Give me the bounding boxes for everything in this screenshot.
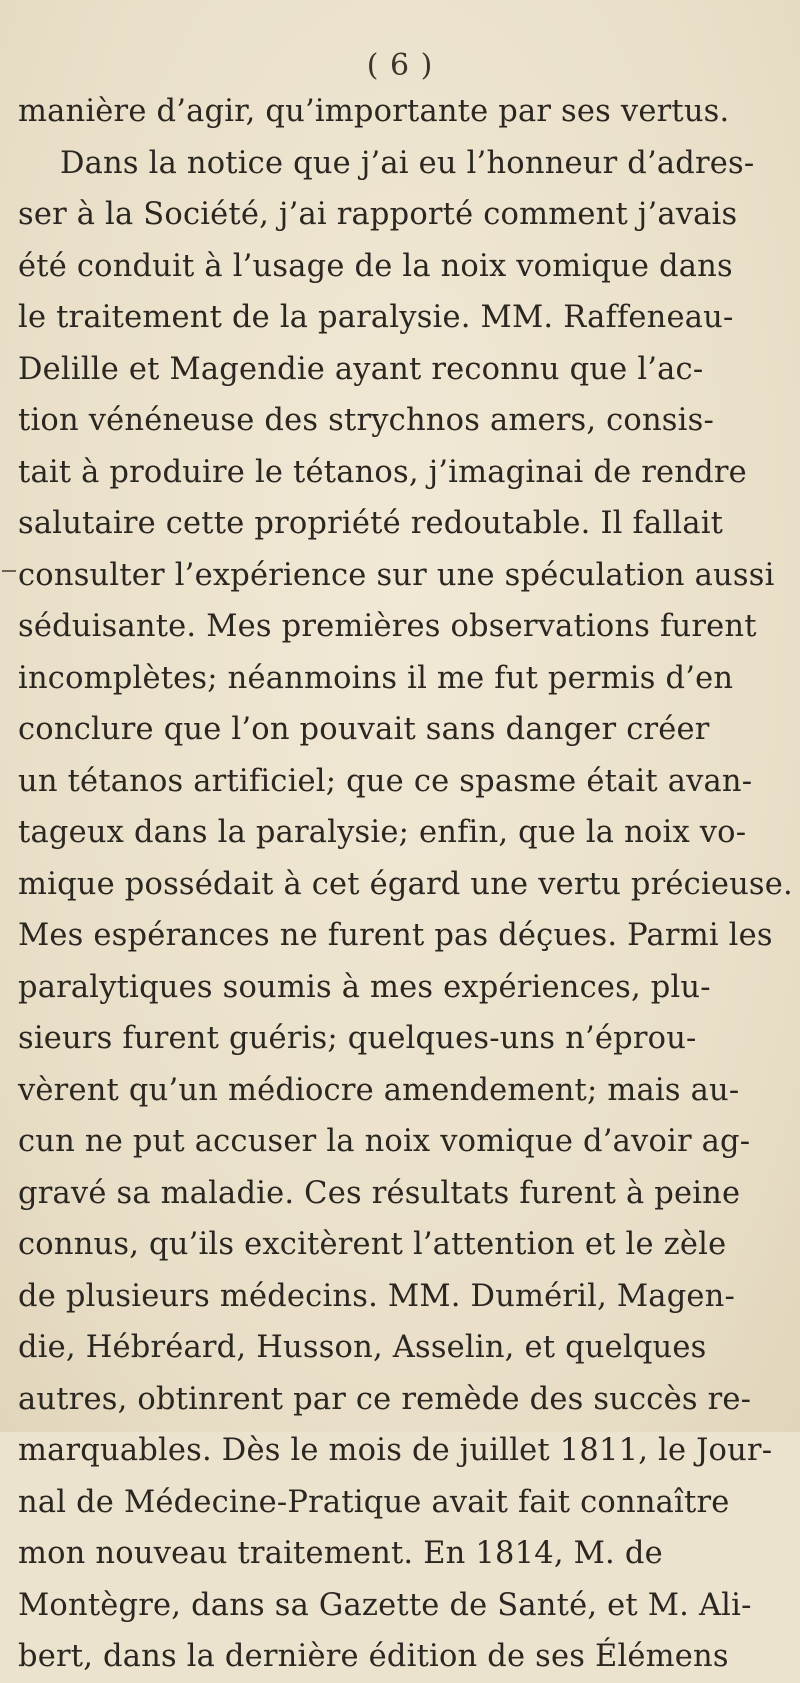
text-line: incomplètes; néanmoins il me fut permis d’en [18,660,734,696]
text-line: un tétanos artificiel; que ce spasme était avan- [18,763,753,799]
text-line: mon nouveau traitement. En 1814, M. de [18,1536,663,1571]
text-line: tageux dans la paralysie; enfin, que la noix vo- [18,815,747,850]
text-line: tion vénéneuse des strychnos amers, consis- [18,403,714,438]
body-text [18,86,794,1683]
text-line: tait à produire le tétanos, j’imaginai de rendre [18,454,747,490]
text-line: consulter l’expérience sur une spéculation aussi [18,557,775,593]
text-line: autres, obtinrent par ce remède des succès re- [18,1381,752,1417]
text-line: Mes espérances ne furent pas déçues. Parmi les [18,918,773,953]
text-line: paralytiques soumis à mes expériences, plu- [18,969,711,1005]
text-line: manière d’agir, qu’importante par ses vertus. [18,94,730,129]
text-line: bert, dans la dernière édition de ses Élémens [18,1639,729,1674]
text-line: séduisante. Mes premières observations furent [18,609,757,644]
page-number: ( 6 ) [366,48,434,83]
text-line: le traitement de la paralysie. MM. Raffeneau- [18,300,734,335]
text-line: Dans la notice que j’ai eu l’honneur d’adres- [60,145,755,181]
text-line: ser à la Société, j’ai rapporté comment j’avais [18,197,738,232]
text-line: marquables. Dès le mois de juillet 1811, le Jour- [18,1433,773,1468]
text-line: salutaire cette propriété redoutable. Il fallait [18,506,724,541]
text-line: conclure que l’on pouvait sans danger créer [18,712,710,747]
margin-mark [2,570,16,572]
text-line: Delille et Magendie ayant reconnu que l’ac- [18,351,704,387]
text-line: sieurs furent guéris; quelques-uns n’éprou- [18,1021,697,1056]
text-line: gravé sa maladie. Ces résultats furent à peine [18,1175,741,1211]
text-line: nal de Médecine-Pratique avait fait connaître [18,1484,730,1520]
text-line: Montègre, dans sa Gazette de Santé, et M. Ali- [18,1587,752,1623]
text-line: mique possédait à cet égard une vertu précieuse. [18,866,793,902]
text-line: connus, qu’ils excitèrent l’attention et le zèle [18,1227,727,1262]
text-line: cun ne put accuser la noix vomique d’avoir ag- [18,1124,751,1159]
text-line: vèrent qu’un médiocre amendement; mais au- [18,1072,740,1108]
text-line: de plusieurs médecins. MM. Duméril, Magen- [18,1278,736,1314]
text-line: été conduit à l’usage de la noix vomique dans [18,248,733,284]
text-line: die, Hébréard, Husson, Asselin, et quelques [18,1330,707,1365]
